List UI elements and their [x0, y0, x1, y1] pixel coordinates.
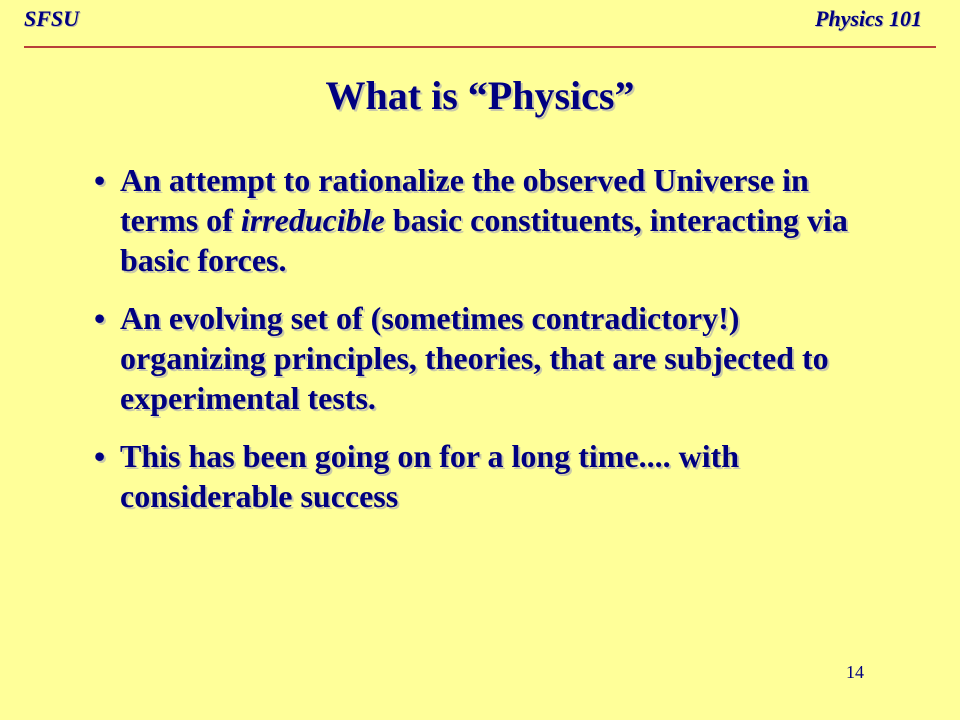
bullet-text-1-emphasis: irreducible: [240, 202, 385, 238]
bullet-icon: •: [94, 162, 106, 198]
bullet-text-2: An evolving set of (sometimes contradictory!) organizing principles, theories, that are subjected to experimental tests.: [120, 300, 829, 416]
bullet-list: [84, 160, 884, 534]
bullet-icon: •: [94, 300, 106, 336]
page-number: 14: [846, 662, 864, 682]
header-course-institution: SFSU: [24, 6, 80, 31]
bullet-text-1-part-1: An attempt to rationalize the observed Universe in terms of: [120, 162, 809, 238]
slide-title: What is “Physics”: [325, 73, 635, 118]
bullet-item-3: [84, 436, 884, 516]
bullet-item-1: [84, 160, 884, 280]
bullet-icon: •: [94, 438, 106, 474]
bullet-text-1-part-2: basic constituents, interacting via basic forces.: [120, 202, 848, 278]
header-course-title: Physics 101: [815, 6, 922, 31]
header-divider: [24, 46, 936, 48]
bullet-text-3: This has been going on for a long time.... with considerable success: [120, 438, 740, 514]
bullet-item-2: [84, 298, 884, 418]
